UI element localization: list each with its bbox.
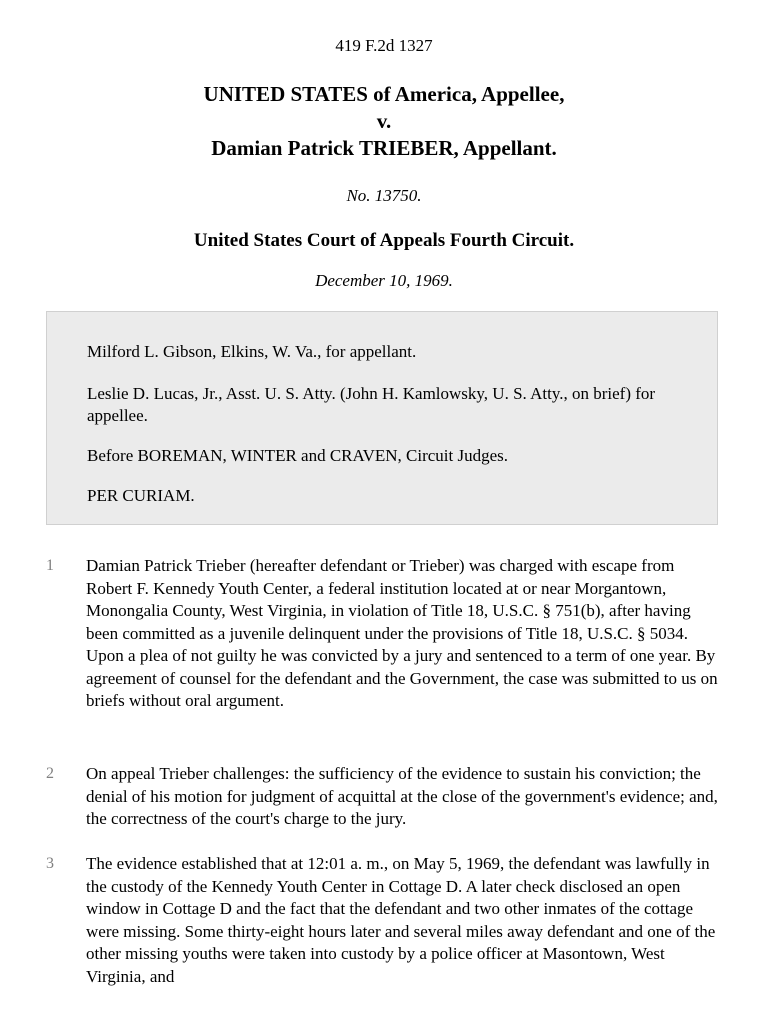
counsel-appellee: Leslie D. Lucas, Jr., Asst. U. S. Atty. (John H. Kamlowsky, U. S. Atty., on brief) for appellee. <box>87 384 656 425</box>
court-name: United States Court of Appeals Fourth Circuit. <box>193 230 575 251</box>
case-citation: 419 F.2d 1327 <box>335 36 433 55</box>
opinion-type: PER CURIAM. <box>87 486 195 505</box>
paragraph-text: The evidence established that at 12:01 a. m., on May 5, 1969, the defendant was lawfully in the custody of the Kennedy Youth Center in Cottage D. A later check disclosed an open window in Cottage D and the fact that the defendant and two other inmates of the cottage were missing. Some thirty-eight hours later and several miles away defendant and one of the other missing youths were taken into custody by a police officer at Masontown, West Virginia, and <box>86 854 716 986</box>
judicial-panel: Before BOREMAN, WINTER and CRAVEN, Circuit Judges. <box>87 446 509 465</box>
case-title-versus: v. <box>376 109 392 133</box>
paragraph-text: Damian Patrick Trieber (hereafter defendant or Trieber) was charged with escape from Robert F. Kennedy Youth Center, a federal institution located at or near Morgantown, Monongalia County, West Virginia, in violation of Title 18, U.S.C. § 751(b), after having been committed as a juvenile delinquent under the provisions of Title 18, U.S.C. § 5034. Upon a plea of not guilty he was convicted by a jury and sentenced to a term of one year. By agreement of counsel for the defendant and the Government, the case was submitted to us on briefs without oral argument. <box>86 556 718 710</box>
paragraph-number: 3 <box>46 855 54 872</box>
decision-date: December 10, 1969. <box>315 271 453 290</box>
paragraph-number: 1 <box>46 557 54 574</box>
counsel-appellant: Milford L. Gibson, Elkins, W. Va., for appellant. <box>87 342 417 361</box>
case-title-appellee: UNITED STATES of America, Appellee, <box>203 82 565 106</box>
case-header-box <box>46 311 718 525</box>
paragraph-number: 2 <box>46 765 54 782</box>
case-title-appellant: Damian Patrick TRIEBER, Appellant. <box>211 136 557 160</box>
docket-number: No. 13750. <box>346 186 422 205</box>
case-title <box>0 81 768 162</box>
paragraph-text: On appeal Trieber challenges: the sufficiency of the evidence to sustain his conviction; the denial of his motion for judgment of acquittal at the close of the government's evidence; and, the correctness of the court's charge to the jury. <box>86 764 718 828</box>
